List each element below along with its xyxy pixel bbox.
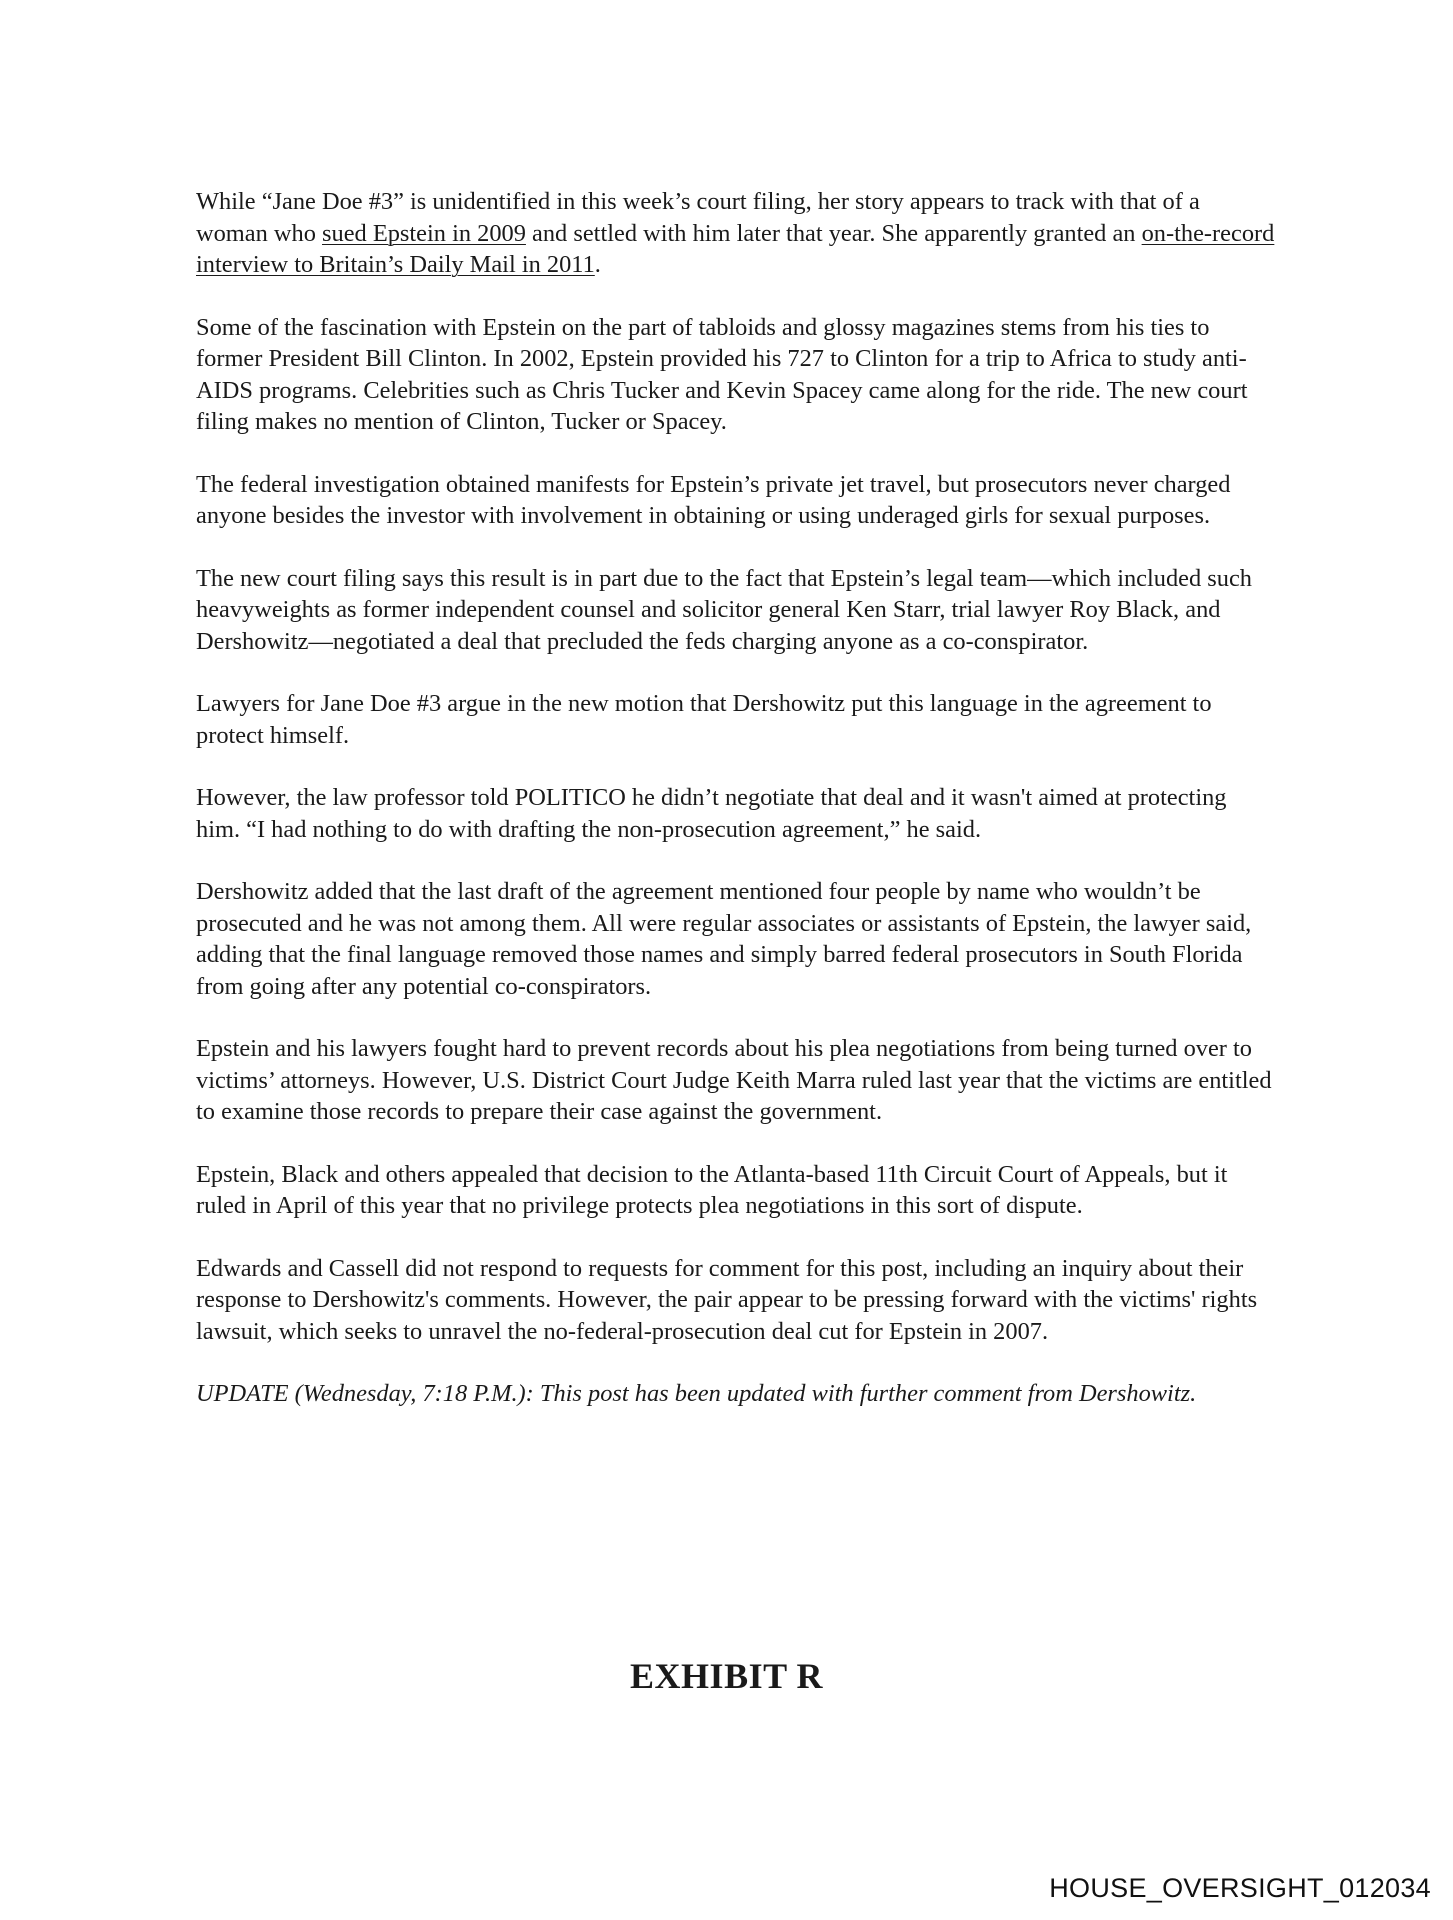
paragraph-legal-team: The new court filing says this result is in part due to the fact that Epstein’s legal team—which included such heavyweights as former independent counsel and solicitor general Ken Starr, trial lawyer Roy Black, and Dershowitz—negotiated a deal that precluded the feds charging anyone as a co-conspirator. — [196, 564, 1252, 655]
exhibit-label: EXHIBIT R — [630, 1656, 823, 1696]
paragraph-politico: However, the law professor told POLITICO he didn’t negotiate that deal and it wasn't aimed at protecting him. “I had nothing to do with drafting the non-prosecution agreement,” he said. — [196, 784, 1227, 843]
paragraph-plea-records: Epstein and his lawyers fought hard to prevent records about his plea negotiations from being turned over to victims’ attorneys. However, U.S. District Court Judge Keith Marra ruled last year that the victims are entitled to examine those records to prepare their case against the government. — [196, 1035, 1272, 1125]
link-daily-mail-interview[interactable]: on-the-record interview to Britain’s Daily Mail in 2011 — [196, 219, 1275, 278]
paragraph-federal-investigation: The federal investigation obtained manifests for Epstein’s private jet travel, but prosecutors never charged anyone besides the investor with involvement in obtaining or using underaged girls for sexual purposes. — [196, 470, 1231, 529]
paragraph-text: and settled with him later that year. She apparently granted an — [525, 219, 1142, 247]
paragraph-text: . — [594, 251, 601, 278]
paragraph-last-draft: Dershowitz added that the last draft of the agreement mentioned four people by name who wouldn’t be prosecuted and he was not among them. All were regular associates or assistants of Epstein, the lawyer said, adding that the final language removed those names and simply barred federal prosecutors in South Florida from going after any potential co-conspirators. — [196, 878, 1252, 1000]
paragraph-appeal: Epstein, Black and others appealed that decision to the Atlanta-based 11th Circuit Court of Appeals, but it ruled in April of this year that no privilege protects plea negotiations in this sort of dispute. — [196, 1160, 1228, 1219]
paragraph-clinton: Some of the fascination with Epstein on the part of tabloids and glossy magazines stems from his ties to former President Bill Clinton. In 2002, Epstein provided his 727 to Clinton for a trip to Africa to study anti-AIDS programs. Celebrities such as Chris Tucker and Kevin Spacey came along for the ride. The new court filing makes no mention of Clinton, Tucker or Spacey. — [196, 313, 1248, 435]
paragraph-edwards-cassell: Edwards and Cassell did not respond to requests for comment for this post, including an inquiry about their response to Dershowitz's comments. However, the pair appear to be pressing forward with the victims' rights lawsuit, which seeks to unravel the no-federal-prosecution deal cut for Epstein in 2007. — [196, 1254, 1258, 1345]
paragraph-lawyers-argue: Lawyers for Jane Doe #3 argue in the new motion that Dershowitz put this language in the agreement to protect himself. — [196, 690, 1212, 749]
link-sued-epstein[interactable]: sued Epstein in 2009 — [322, 219, 526, 247]
bates-number: HOUSE_OVERSIGHT_012034 — [1049, 1873, 1431, 1903]
article-body — [196, 186, 1276, 1441]
paragraph-text: While “Jane Doe #3” is unidentified in this week’s court filing, her story appears to track with that of a woman who — [196, 188, 1200, 247]
paragraph-jane-doe — [196, 186, 1276, 281]
update-note: UPDATE (Wednesday, 7:18 P.M.): This post has been updated with further comment from Dershowitz. — [196, 1380, 1197, 1407]
